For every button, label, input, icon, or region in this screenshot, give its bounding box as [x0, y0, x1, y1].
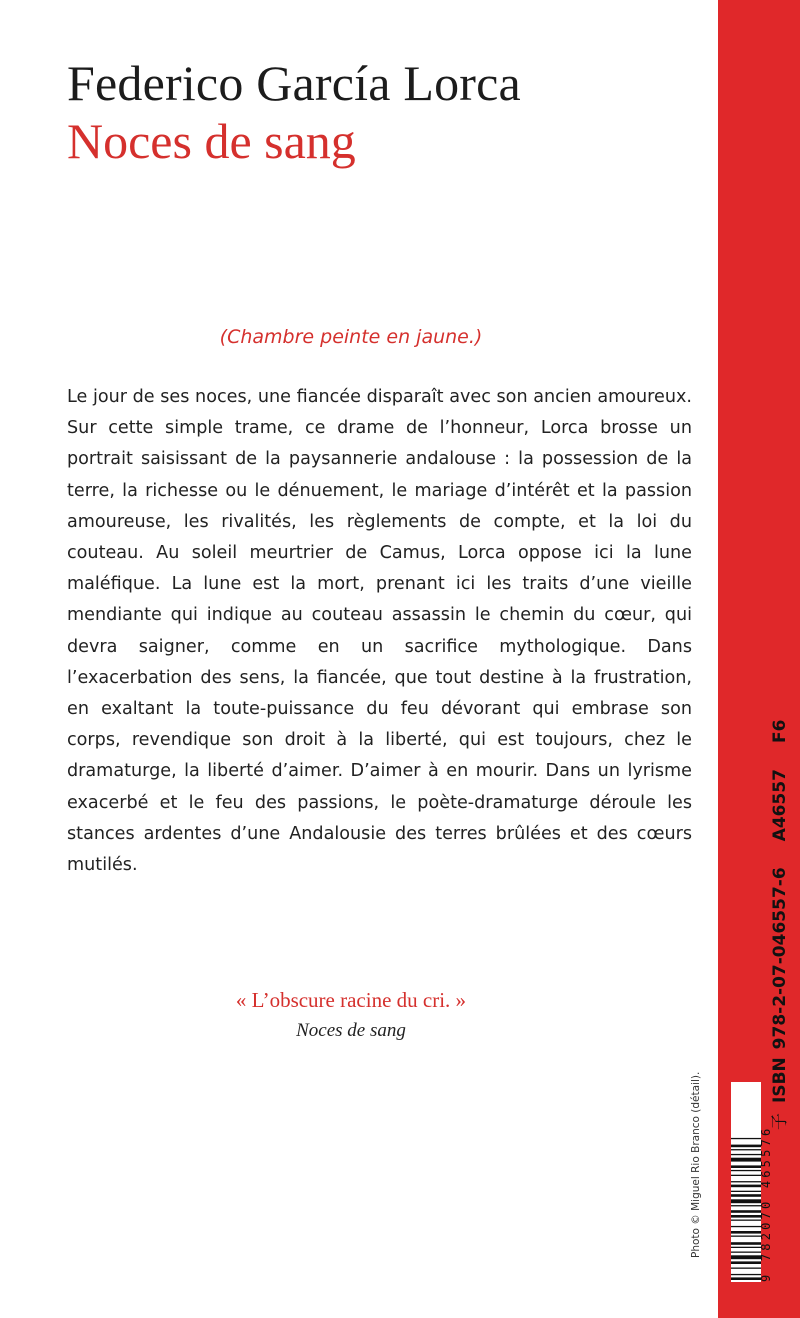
isbn-line	[765, 700, 790, 1130]
price-code: F6	[770, 719, 790, 744]
book-title: Noces de sang	[67, 113, 356, 169]
barcode-bars	[731, 1082, 761, 1282]
epigraph-quote: « L’obscure racine du cri. »	[235, 988, 467, 1012]
product-code: A46557	[770, 769, 790, 842]
barcode-digits: 9 782070 465576	[759, 1125, 773, 1282]
publisher-logo-icon: 子	[770, 1113, 790, 1130]
epigraph-source: Noces de sang	[296, 1020, 406, 1041]
stage-direction: (Chambre peinte en jaune.)	[219, 326, 483, 348]
back-cover-blurb: Le jour de ses noces, une fiancée disparaît avec son ancien amoureux. Sur cette simple trame, ce drame de l’honneur, Lorca brosse un portrait saisissant de la paysannerie andalouse : la possession de la terre, la richesse ou le dénuement, le mariage d’intérêt et la passion amoureuse, les rivalités, les règlements de compte, et la loi du couteau. Au soleil meurtrier de Camus, Lorca oppose ici la lune maléfique. La lune est la mort, prenant ici les traits d’une vieille mendiante qui indique au couteau assassin le chemin du cœur, qui devra saigner, comme en un sacrifice mythologique. Dans l’exacerbation des sens, la fiancée, que tout destine à la frustration, en exaltant la toute-puissance du feu dévorant qui embrase son corps, revendique son droit à la liberté, qui est toujours, chez le dramaturge, la liberté d’aimer. D’aimer à en mourir. Dans un lyrisme exacerbé et le feu des passions, le poète-dramaturge déroule les stances ardentes d’une Andalousie des terres brûlées et des cœurs mutilés.	[67, 387, 692, 876]
author-name: Federico García Lorca	[67, 55, 521, 111]
isbn-text: ISBN 978-2-07-046557-6	[770, 867, 790, 1103]
photo-credit: Photo © Miguel Rio Branco (détail).	[690, 1071, 702, 1258]
